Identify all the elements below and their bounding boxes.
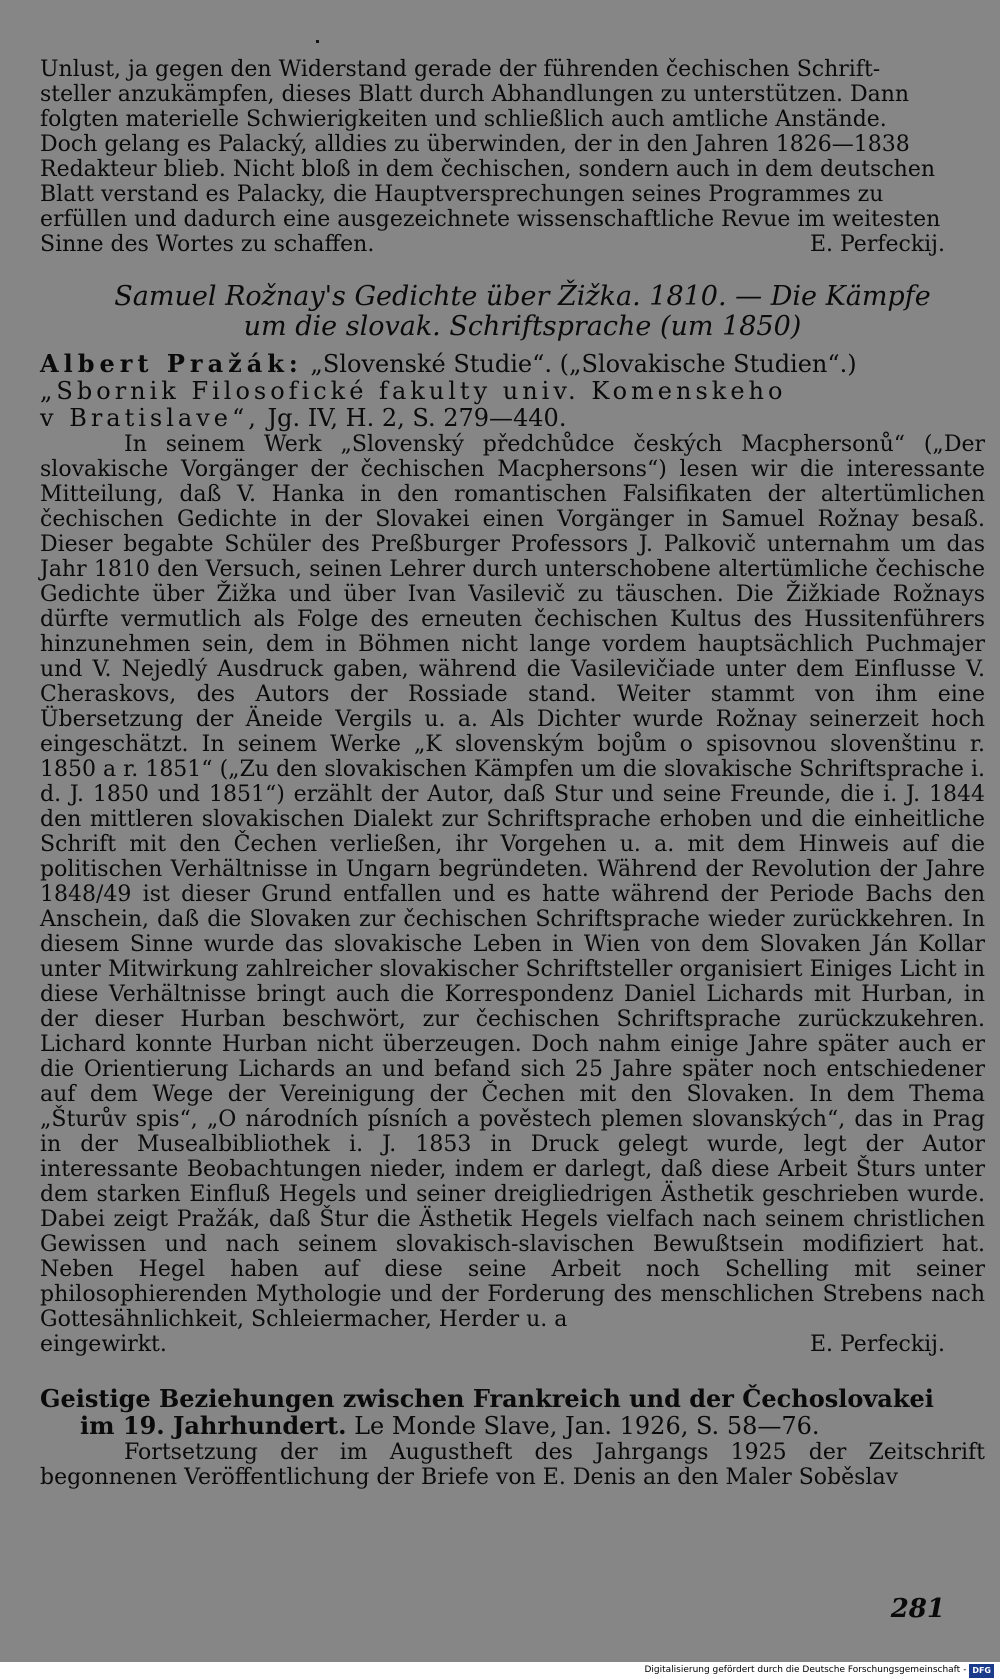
biblio-author: Albert Pražák:	[40, 349, 303, 378]
review-line: Doch gelang es Palacký, alldies zu überwinden, der in den Jahren 1826—1838	[40, 132, 910, 157]
dfg-logo-icon: DFG	[969, 1664, 994, 1678]
biblio-place: v Bratislave“,	[40, 404, 260, 432]
section-title-line: Samuel Rožnay's Gedichte über Žižka. 1810. — Die Kämpfe	[114, 281, 931, 312]
review-line: steller anzukämpfen, dieses Blatt durch Abhandlungen zu unterstützen. Dann	[40, 82, 910, 107]
section-heading	[40, 1385, 985, 1440]
section-france-czechoslovakia	[40, 1385, 985, 1490]
biblio-title: „Slovenské Studie“. („Slovakische Studien“.)	[302, 350, 857, 378]
page-content	[40, 57, 985, 1490]
scan-speck	[316, 40, 319, 43]
heading-line: im 19. Jahrhundert.	[80, 1411, 347, 1440]
author-signature: E. Perfeckij.	[809, 232, 945, 257]
page-number: 281	[890, 1594, 945, 1624]
review-last-line: Sinne des Wortes zu schaffen.	[40, 232, 375, 257]
biblio-volume: Jg. IV, H. 2, S. 279—440.	[259, 404, 567, 432]
section-title	[40, 282, 985, 342]
review-closing-line	[40, 1332, 985, 1357]
review-perfeckij-1	[40, 57, 985, 257]
biblio-journal: „Sbornik Filosofické fakulty univ. Komenskeho	[40, 377, 787, 405]
digitization-footer	[644, 1662, 994, 1679]
section-title-line: um die slovak. Schriftsprache (um 1850)	[243, 311, 802, 342]
footer-text: Digitalisierung gefördert durch die Deutsche Forschungsgemeinschaft -	[644, 1665, 967, 1675]
review-line: Blatt verstand es Palacky, die Hauptversprechungen seines Programmes zu	[40, 182, 884, 207]
heading-line: Geistige Beziehungen zwischen Frankreich und der Čechoslovakei	[40, 1384, 934, 1413]
author-signature: E. Perfeckij.	[809, 1332, 945, 1357]
heading-citation: Le Monde Slave, Jan. 1926, S. 58—76.	[346, 1412, 820, 1440]
review-body: Fortsetzung der im Augustheft des Jahrgangs 1925 der Zeitschrift begonnenen Veröffentlichung der Briefe von E. Denis an den Maler Soběslav	[40, 1440, 985, 1490]
review-line: Unlust, ja gegen den Widerstand gerade der führenden čechischen Schrift-	[40, 57, 881, 82]
review-body: In seinem Werk „Slovenský předchůdce českých Macphersonů“ („Der slovakische Vorgänger der čechischen Macphersons“) lesen wir die interessante Mitteilung, daß V. Hanka in den romantischen Falsifikaten der altertümlichen čechischen Gedichte in der Slovakei einen Vorgänger in Samuel Rožnay besaß. Dieser begabte Schüler des Preßburger Professors J. Palkovič unternahm um das Jahr 1810 den Versuch, seinen Lehrer durch unterschobene altertümliche čechische Gedichte über Žižka und über Ivan Vasilevič zu täuschen. Die Žižkiade Rožnays dürfte vermutlich als Folge des erneuten čechischen Kultus des Hussitenführers hinzunehmen sein, dem in Böhmen nicht lange vordem hauptsächlich Puchmajer und V. Nejedlý Ausdruck gaben, während die Vasilevičiade unter dem Einflusse V. Cheraskovs, des Autors der Rossiade stand. Weiter stammt von ihm eine Übersetzung der Äneide Vergils u. a. Als Dichter wurde Rožnay seinerzeit hoch eingeschätzt. In seinem Werke „K slovenským bojům o spisovnou slovenštinu r. 1850 a r. 1851“ („Zu den slovakischen Kämpfen um die slovakische Schriftsprache i. d. J. 1850 und 1851“) erzählt der Autor, daß Stur und seine Freunde, die i. J. 1844 den mittleren slovakischen Dialekt zur Schriftsprache erhoben und die einheitliche Schrift mit den Čechen verließen, ihr Vorgehen u. a. mit dem Hinweis auf die politischen Verhältnisse in Ungarn begründeten. Während der Revolution der Jahre 1848/49 ist dieser Grund entfallen und es hatte während der Periode Bachs den Anschein, daß die Slovaken zur čechischen Schriftsprache wieder zurückkehren. In diesem Sinne wurde das slovakische Leben in Wien von dem Slovaken Ján Kollar unter Mitwirkung zahlreicher slovakischer Schriftsteller organisiert Einiges Licht in diese Verhältnisse bringt auch die Korrespondenz Daniel Lichards mit Hurban, in der dieser Hurban beschwört, zur čechischen Schriftsprache zurückzukehren. Lichard konnte Hurban nicht überzeugen. Doch nahm einige Jahre später auch er die Orientierung Lichards an und befand sich 25 Jahre später noch entschiedener auf dem Wege der Vereinigung der Čechen mit den Slovaken. In dem Thema „Šturův spis“, „O národních písních a pověstech plemen slovanských“, das in Prag in der Musealbibliothek i. J. 1853 in Druck gelegt wurde, legt der Autor interessante Beobachtungen nieder, indem er darlegt, daß diese Arbeit Šturs unter dem starken Einfluß Hegels und seiner dreigliedrigen Ästhetik geschrieben wurde. Dabei zeigt Pražák, daß Štur die Ästhetik Hegels vielfach nach seinem christlichen Gewissen und nach seinem slovakisch-slavischen Bewußtsein modifiziert hat. Neben Hegel haben auf diese seine Arbeit noch Schelling mit seiner philosophierenden Mythologie und der Forderung des menschlichen Strebens nach Gottesähnlichkeit, Schleiermacher, Herder u. a	[40, 432, 985, 1332]
bibliography-entry	[40, 350, 985, 432]
review-line: erfüllen und dadurch eine ausgezeichnete wissenschaftliche Revue im weitesten	[40, 207, 941, 232]
section-roznay	[40, 282, 985, 1357]
review-line: folgten materielle Schwierigkeiten und schließlich auch amtliche Anstände.	[40, 107, 887, 132]
review-last-line: eingewirkt.	[40, 1332, 167, 1357]
review-line: Redakteur blieb. Nicht bloß in dem čechischen, sondern auch in dem deutschen	[40, 157, 936, 182]
review-closing-line	[40, 232, 985, 257]
